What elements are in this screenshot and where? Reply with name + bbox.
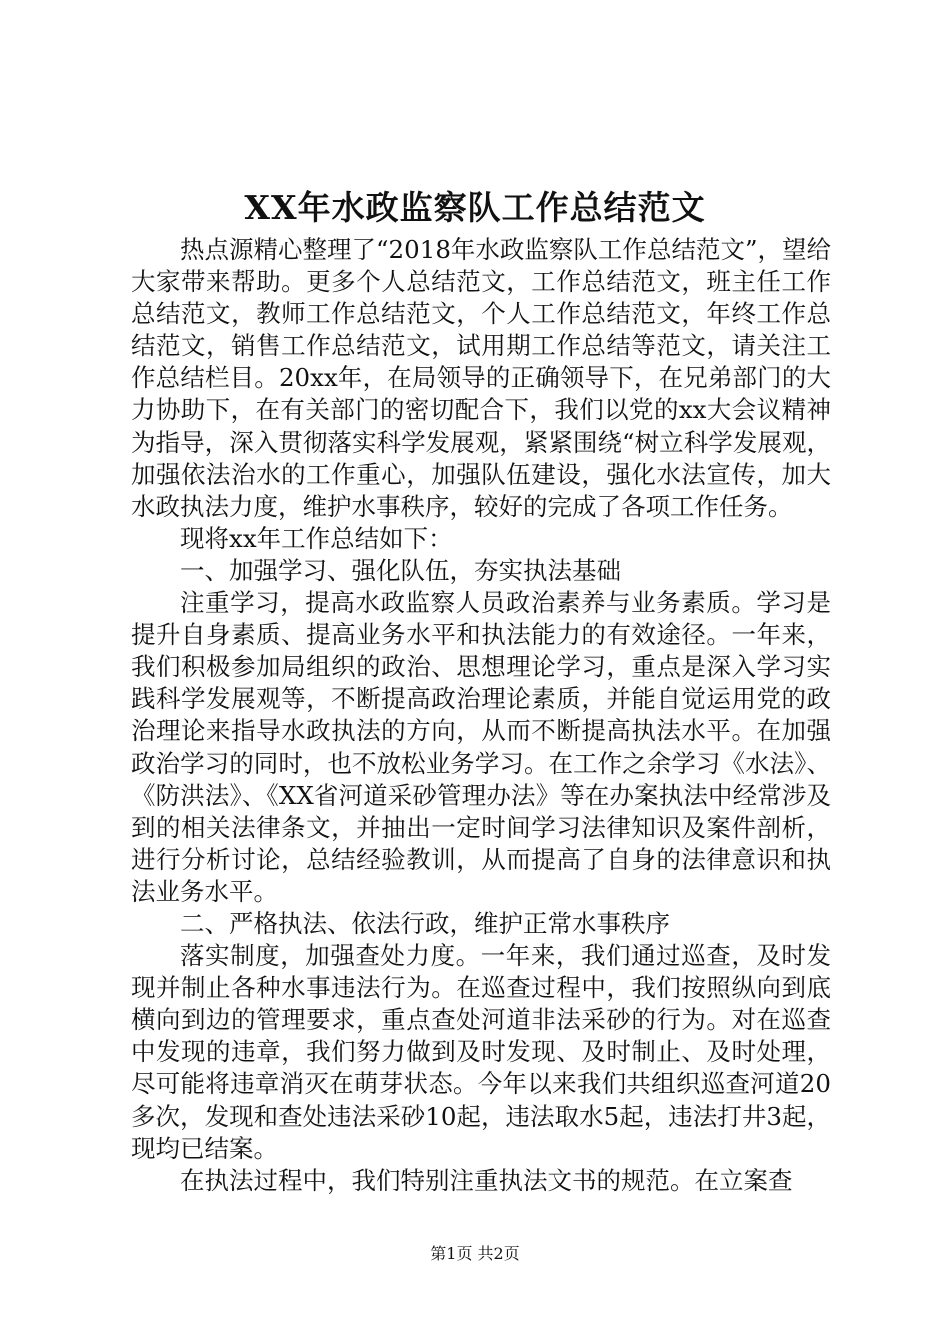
paragraph-study: 注重学习，提高水政监察人员政治素养与业务素质。学习是提升自身素质、提高业务水平和执法能力的有效途径。一年来，我们积极参加局组织的政治、思想理论学习，重点是深入学习实践科学发展观等，不断提高政治理论素质，并能自觉运用党的政治理论来指导水政执法的方向，从而不断提高执法水平。在加强政治学习的同时，也不放松业务学习。在工作之余学习《水法》、《防洪法》、《XX省河道采砂管理办法》等在办案执法中经常涉及到的相关法律条文，并抽出一定时间学习法律知识及案件剖析，进行分析讨论，总结经验教训，从而提高了自身的法律意识和执法业务水平。 — [131, 588, 831, 906]
page-number-footer: 第1页 共2页 — [430, 1244, 520, 1263]
paragraph-documents: 在执法过程中，我们特别注重执法文书的规范。在立案查 — [180, 1165, 793, 1195]
paragraph-intro: 热点源精心整理了“2018年水政监察队工作总结范文”，望给大家带来帮助。更多个人总结范文，工作总结范文，班主任工作总结范文，教师工作总结范文，个人工作总结范文，年终工作总结范文，销售工作总结范文，试用期工作总结等范文，请关注工作总结栏目。20xx年，在局领导的正确领导下，在兄弟部门的大力协助下，在有关部门的密切配合下，我们以党的xx大会议精神为指导，深入贯彻落实科学发展观，紧紧围绕“树立科学发展观，加强依法治水的工作重心，加强队伍建设，强化水法宣传，加大水政执法力度，维护水事秩序，较好的完成了各项工作任务。 — [131, 235, 831, 521]
document-body — [131, 234, 831, 1197]
paragraph-summary-lead: 现将xx年工作总结如下： — [180, 523, 453, 553]
document-title: XX年水政监察队工作总结范文 — [244, 188, 706, 227]
paragraph-enforcement: 落实制度，加强查处力度。一年来，我们通过巡查，及时发现并制止各种水事违法行为。在巡查过程中，我们按照纵向到底横向到边的管理要求，重点查处河道非法采砂的行为。对在巡查中发现的违章，我们努力做到及时发现、及时制止、及时处理，尽可能将违章消灭在萌芽状态。今年以来我们共组织巡查河道20多次，发现和查处违法采砂10起，违法取水5起，违法打井3起，现均已结案。 — [131, 941, 831, 1163]
section-heading-1: 一、加强学习、强化队伍，夯实执法基础 — [180, 555, 621, 585]
section-heading-2: 二、严格执法、依法行政，维护正常水事秩序 — [180, 908, 670, 938]
